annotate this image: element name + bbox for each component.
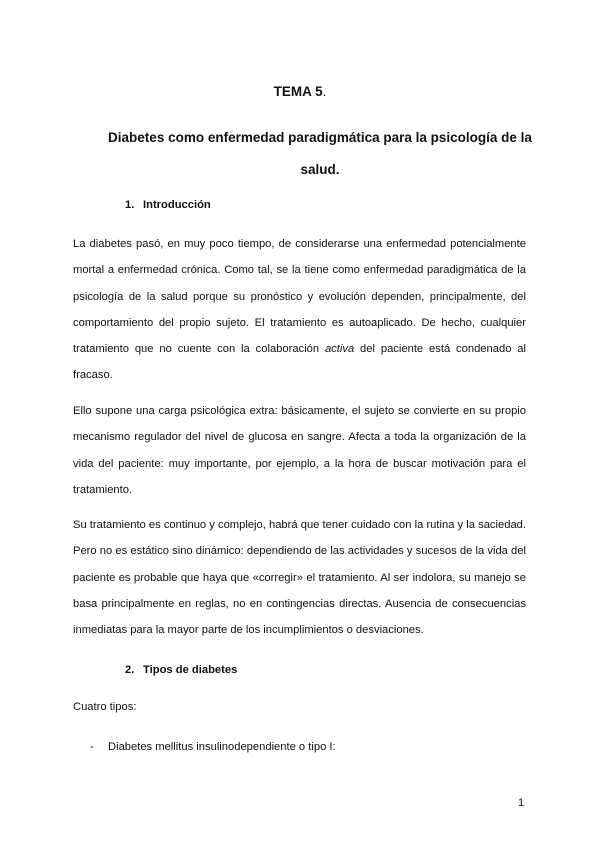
paragraph-emphasis: activa (324, 343, 355, 356)
section-number: 2. (125, 664, 135, 676)
document-title: Diabetes como enfermedad paradigmática para la psicología de la salud. (108, 130, 532, 177)
section-title: Tipos de diabetes (143, 664, 238, 676)
topic-heading (0, 84, 600, 99)
intro-paragraph-2 (73, 398, 526, 503)
intro-paragraph-3 (73, 512, 526, 643)
list-item (90, 741, 336, 753)
intro-paragraph-1 (73, 231, 526, 389)
topic-suffix: . (322, 84, 327, 99)
section-heading-introduccion (125, 199, 211, 211)
section-heading-tipos (125, 664, 237, 676)
paragraph-text: Su tratamiento es continuo y complejo, habrá que tener cuidado con la rutina y la saciedad. Pero no es estático sino dinámico: dependiendo de las actividades y sucesos de la vida del paciente es probable que haya que «corregir» el tratamiento. Al ser indolora, su manejo se basa principalmente en reglas, no en contingencias directas. Ausencia de consecuencias inmediatas para la mayor parte de los incumplimientos o desviaciones. (73, 519, 526, 637)
list-item-text: Diabetes mellitus insulinodependiente o tipo I: (108, 741, 336, 753)
paragraph-text: La diabetes pasó, en muy poco tiempo, de considerarse una enfermedad potencialmente mortal a enfermedad crónica. Como tal, se la tiene como enfermedad paradigmática de la psicología de la salud porque su pronóstico y evolución dependen, principalmente, del comportamiento del propio sujeto. El tratamiento es autoaplicado. De hecho, cualquier tratamiento que no cuente con la colaboración (73, 238, 526, 356)
paragraph-text: del paciente está condenado al fracaso. (73, 343, 526, 382)
types-intro: Cuatro tipos: (73, 701, 137, 713)
section-number: 1. (125, 199, 135, 211)
topic-label: TEMA 5 (273, 84, 323, 99)
bullet-marker: - (90, 741, 94, 753)
page-number: 1 (518, 797, 525, 809)
section-title: Introducción (143, 199, 211, 211)
paragraph-text: Ello supone una carga psicológica extra: básicamente, el sujeto se convierte en su propio mecanismo regulador del nivel de glucosa en sangre. Afecta a toda la organización de la vida del paciente: muy importante, por ejemplo, a la hora de buscar motivación para el tratamiento. (73, 405, 526, 496)
